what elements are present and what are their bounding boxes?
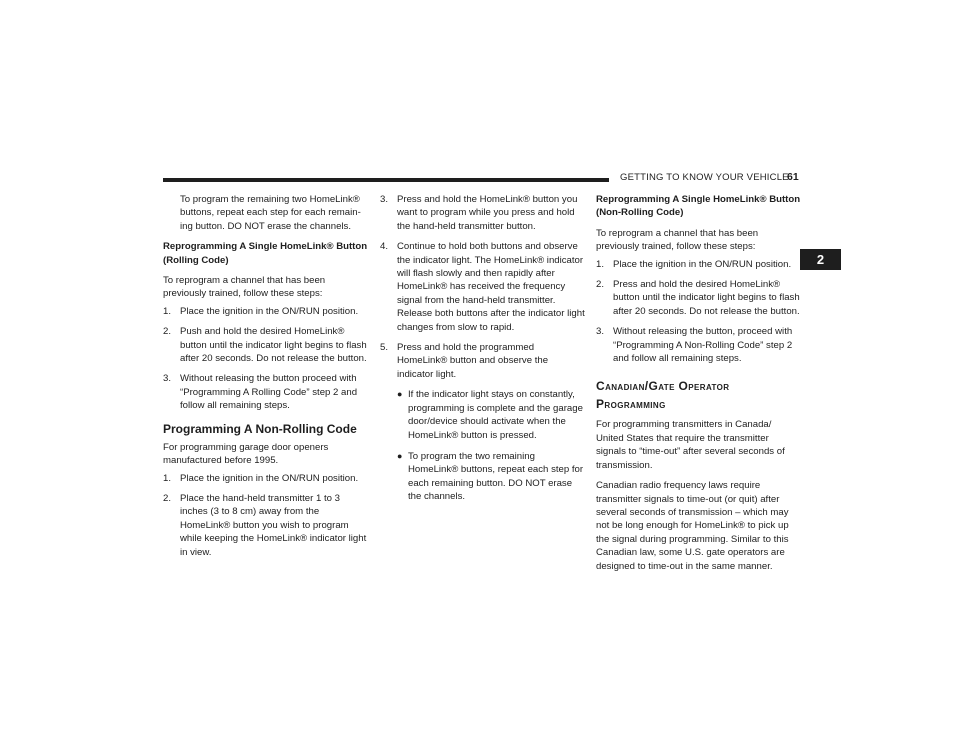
non-rolling-code-steps-continued xyxy=(380,193,585,381)
intro-paragraph: To program the remaining two HomeLink® buttons, repeat each step for each remain-ing button. DO NOT erase the channels. xyxy=(180,194,361,232)
list-item: 5. Press and hold the programmed HomeLink® button and observe the indicator light. xyxy=(380,342,549,380)
list-item: 1. Place the ignition in the ON/RUN position. xyxy=(163,305,359,317)
list-item: 2. Press and hold the desired HomeLink® button until the indicator light begins to flash after 20 seconds. Do not release the button. xyxy=(596,279,800,317)
header-rule xyxy=(163,178,609,182)
canadian-paragraph-2: Canadian radio frequency laws require transmitter signals to time-out (or quit) after several seconds of transmission – which may not be long enough for HomeLink® to pick up the signal during programming. Similar to this Canadian law, some U.S. gate operators are designed to time-out in the same manner. xyxy=(596,480,789,572)
list-item: 1. Place the ignition in the ON/RUN position. xyxy=(596,258,792,270)
non-rolling-code-steps xyxy=(163,472,368,559)
non-rolling-reprogram-subheading: Reprogramming A Single HomeLink® Button (Non-Rolling Code) xyxy=(596,194,801,219)
list-item: 3. Without releasing the button proceed with “Programming A Rolling Code” step 2 and follow all remaining steps. xyxy=(163,373,358,412)
step-bullets xyxy=(380,388,585,503)
column-left xyxy=(163,193,368,566)
list-item: 2. Push and hold the desired HomeLink® button until the indicator light begins to flash after 20 seconds. Do not release the button. xyxy=(163,326,367,365)
non-rolling-reprogram-steps xyxy=(596,258,801,366)
list-item: 3. Without releasing the button, proceed with “Programming A Non-Rolling Code” step 2 and follow all remaining steps. xyxy=(596,326,793,365)
page-number: 61 xyxy=(787,171,799,183)
non-rolling-reprogram-lead: To reprogram a channel that has been previously trained, follow these steps: xyxy=(596,227,759,253)
list-item: ● If the indicator light stays on constantly, programming is complete and the garage door/device should activate when the HomeLink® button is pressed. xyxy=(397,389,583,441)
rolling-code-subheading: Reprogramming A Single HomeLink® Button (Rolling Code) xyxy=(163,241,368,266)
running-header: GETTING TO KNOW YOUR VEHICLE xyxy=(620,172,789,183)
rolling-code-steps xyxy=(163,305,368,413)
canadian-gate-heading: Canadian/Gate Operator Programming xyxy=(596,379,730,412)
list-item: 4. Continue to hold both buttons and observe the indicator light. The HomeLink® indicator will flash slowly and then rapidly after HomeLink® has received the frequency signal from the hand-held transmitter. Release both buttons after the indicator light changes from slow to rapid. xyxy=(380,241,585,333)
column-right xyxy=(596,193,801,580)
bullet-icon: ● xyxy=(397,450,403,461)
list-item: 1. Place the ignition in the ON/RUN position. xyxy=(163,472,359,484)
chapter-tab: 2 xyxy=(800,249,841,270)
non-rolling-code-lead: For programming garage door openers manufactured before 1995. xyxy=(163,441,329,467)
list-item: 2. Place the hand-held transmitter 1 to 3 inches (3 to 8 cm) away from the HomeLink® button you wish to program while keeping the HomeLink® indicator light in view. xyxy=(163,492,367,558)
column-middle xyxy=(380,193,585,512)
non-rolling-code-heading: Programming A Non-Rolling Code xyxy=(163,421,357,436)
list-item: ● To program the two remaining HomeLink® buttons, repeat each step for each remaining button. DO NOT erase the channels. xyxy=(397,450,584,503)
list-item: 3. Press and hold the HomeLink® button you want to program while you press and hold the hand-held transmitter button. xyxy=(380,194,578,232)
rolling-code-lead: To reprogram a channel that has been previously trained, follow these steps: xyxy=(163,275,326,300)
bullet-icon: ● xyxy=(397,389,403,400)
canadian-paragraph-1: For programming transmitters in Canada/ United States that require the transmitter signals to “time-out” after several seconds of transmission. xyxy=(596,419,785,471)
